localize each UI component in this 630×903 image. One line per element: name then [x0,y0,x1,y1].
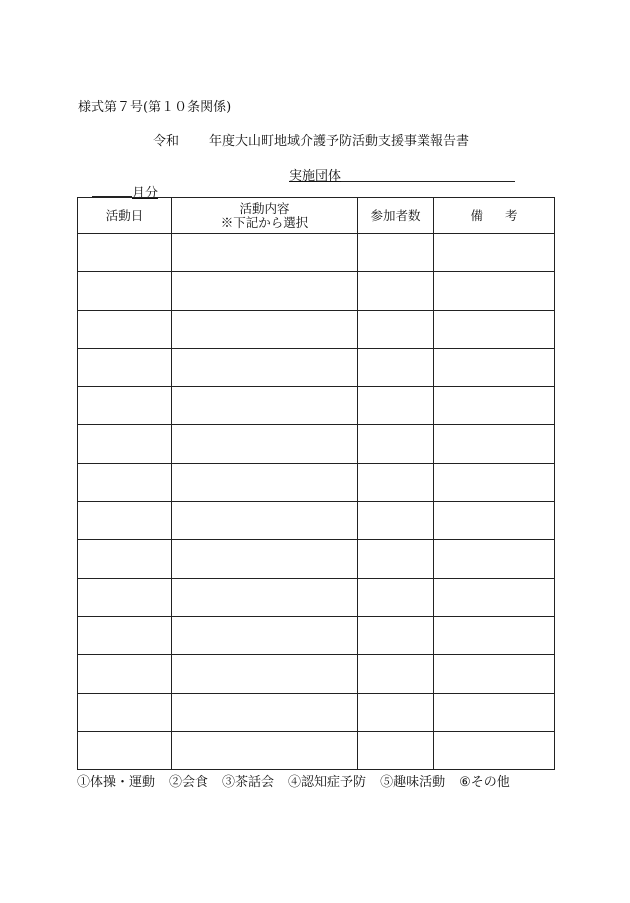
participants-cell[interactable] [358,731,434,769]
activity-date-cell[interactable] [78,540,172,578]
table-row [78,655,555,693]
table-row [78,693,555,731]
remarks-cell[interactable] [434,310,555,348]
activity-date-cell[interactable] [78,731,172,769]
table-row [78,272,555,310]
activity-content-cell[interactable] [172,540,358,578]
remarks-cell[interactable] [434,272,555,310]
activity-report-table [77,197,555,770]
header-remarks [434,198,555,234]
participants-cell[interactable] [358,693,434,731]
participants-cell[interactable] [358,272,434,310]
header-activity-date-label: 活動日 [105,207,144,223]
remarks-cell[interactable] [434,655,555,693]
activity-content-cell[interactable] [172,463,358,501]
activity-date-cell[interactable] [78,387,172,425]
activity-content-cell[interactable] [172,731,358,769]
month-blank[interactable] [92,184,132,197]
activity-content-cell[interactable] [172,655,358,693]
activity-option: ②会食 [169,775,209,790]
participants-cell[interactable] [358,348,434,386]
activity-date-cell[interactable] [78,693,172,731]
participants-cell[interactable] [358,578,434,616]
activity-content-cell[interactable] [172,616,358,654]
activity-content-cell[interactable] [172,578,358,616]
remarks-cell[interactable] [434,348,555,386]
remarks-cell[interactable] [434,234,555,272]
table-row [78,616,555,654]
activity-content-cell[interactable] [172,272,358,310]
activity-option: ③茶話会 [222,775,275,790]
activity-date-cell[interactable] [78,655,172,693]
remarks-cell[interactable] [434,693,555,731]
activity-content-cell[interactable] [172,348,358,386]
table-row [78,502,555,540]
header-participants-label: 参加者数 [370,207,421,223]
activity-content-cell[interactable] [172,693,358,731]
table-row [78,463,555,501]
activity-content-cell[interactable] [172,425,358,463]
participants-cell[interactable] [358,616,434,654]
header-participants [358,198,434,234]
table-row [78,234,555,272]
organization-label: 実施団体 [289,169,342,184]
activity-date-cell[interactable] [78,234,172,272]
remarks-cell[interactable] [434,540,555,578]
activity-date-cell[interactable] [78,616,172,654]
title-text: 年度大山町地域介護予防活動支援事業報告書 [209,134,470,149]
header-activity-date [78,198,172,234]
header-activity-content-note: ※下記から選択 [220,214,309,230]
participants-cell[interactable] [358,655,434,693]
remarks-cell[interactable] [434,463,555,501]
activity-option: ①体操・運動 [77,775,156,790]
remarks-cell[interactable] [434,731,555,769]
remarks-cell[interactable] [434,387,555,425]
table-row [78,578,555,616]
activity-options-legend [77,771,524,790]
activity-date-cell[interactable] [78,463,172,501]
participants-cell[interactable] [358,310,434,348]
document-title [153,130,469,149]
activity-content-cell[interactable] [172,502,358,540]
table-body [78,234,555,770]
table-row [78,310,555,348]
header-activity-content [172,198,358,234]
table-row [78,731,555,769]
table-row [78,425,555,463]
remarks-cell[interactable] [434,502,555,540]
remarks-cell[interactable] [434,425,555,463]
activity-date-cell[interactable] [78,425,172,463]
table-row [78,348,555,386]
organization-field[interactable] [289,165,515,182]
table-row [78,387,555,425]
activity-content-cell[interactable] [172,387,358,425]
activity-date-cell[interactable] [78,348,172,386]
table-row [78,540,555,578]
activity-content-cell[interactable] [172,234,358,272]
month-unit-label: 月分 [132,186,159,201]
activity-date-cell[interactable] [78,502,172,540]
activity-date-cell[interactable] [78,578,172,616]
activity-option: ⑥その他 [459,775,510,790]
activity-date-cell[interactable] [78,310,172,348]
participants-cell[interactable] [358,387,434,425]
participants-cell[interactable] [358,502,434,540]
participants-cell[interactable] [358,540,434,578]
participants-cell[interactable] [358,425,434,463]
activity-date-cell[interactable] [78,272,172,310]
activity-option: ④認知症予防 [288,775,367,790]
era-label: 令和 [153,134,180,149]
table-header-row [78,198,555,234]
participants-cell[interactable] [358,234,434,272]
header-activity-content-label: 活動内容 [239,200,290,216]
remarks-cell[interactable] [434,616,555,654]
header-remarks-label: 備考 [470,207,540,223]
activity-option: ⑤趣味活動 [380,775,446,790]
participants-cell[interactable] [358,463,434,501]
remarks-cell[interactable] [434,578,555,616]
form-number: 様式第７号(第１０条関係) [78,100,232,115]
activity-content-cell[interactable] [172,310,358,348]
